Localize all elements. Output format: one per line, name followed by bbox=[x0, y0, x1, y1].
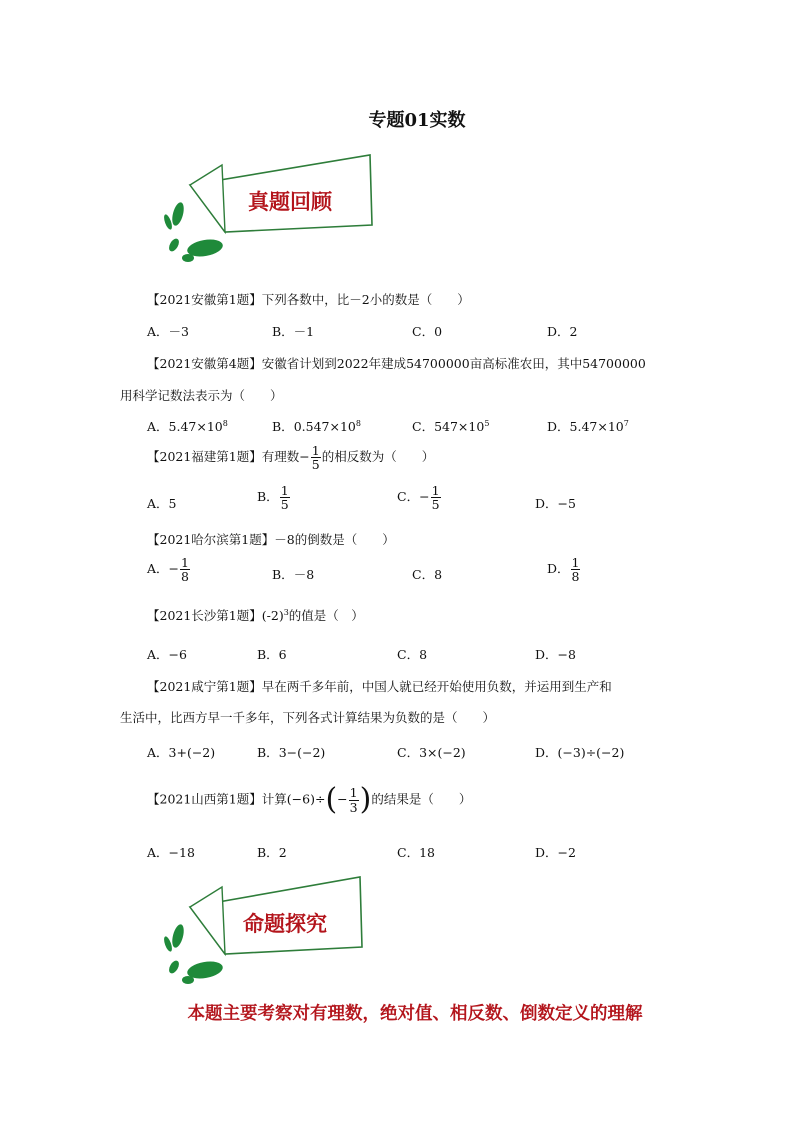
question-tag: 【2021长沙第1题】 bbox=[147, 608, 262, 623]
question-3: 【2021福建第1题】有理数− $\frac{1}{5}$ 的相反数为（ ） bbox=[147, 443, 435, 473]
question-tag: 【2021咸宁第1题】 bbox=[147, 679, 262, 694]
question-tag: 【2021安徽第4题】 bbox=[147, 356, 262, 371]
option-c: C．18 bbox=[397, 845, 435, 860]
question-tag: 【2021安徽第1题】 bbox=[147, 292, 262, 307]
option-d: D．−2 bbox=[535, 845, 576, 860]
option-a: A．−18 bbox=[147, 845, 195, 860]
banner-explore-label: 命题探究 bbox=[243, 911, 327, 936]
option-c: C．$547\times 10^5$ bbox=[412, 418, 490, 434]
banner-review bbox=[160, 150, 380, 270]
option-a: A．5 bbox=[147, 496, 177, 511]
question-5: 【2021长沙第1题】$(-2)^3$的值是（ ） bbox=[147, 607, 364, 623]
fraction: $\frac{1}{8}$ bbox=[571, 555, 580, 585]
banner-review-label: 真题回顾 bbox=[248, 189, 332, 214]
question-6-continued: 生活中，比西方早一千多年，下列各式计算结果为负数的是（ ） bbox=[120, 710, 496, 725]
fraction: $\frac{1}{5}$ bbox=[280, 483, 289, 513]
option-d: D．−5 bbox=[535, 496, 576, 511]
question-2 bbox=[147, 354, 646, 372]
option-b: B．6 bbox=[257, 647, 287, 662]
question-tag: 【2021哈尔滨第1题】 bbox=[147, 532, 275, 547]
question-text: 下列各数中，比－2小的数是（ ） bbox=[261, 292, 470, 307]
question-text: －8的倒数是（ ） bbox=[274, 532, 395, 547]
option-c: C．8 bbox=[412, 567, 443, 582]
option-b: B． $\frac{1}{5}$ bbox=[257, 483, 289, 513]
fraction: $\frac{1}{5}$ bbox=[311, 443, 320, 473]
option-a: A．$5.47\times 10^8$ bbox=[147, 418, 228, 434]
option-a: A．3+(−2) bbox=[147, 745, 216, 760]
option-b: B．2 bbox=[257, 845, 287, 860]
option-b: B．－1 bbox=[272, 324, 315, 339]
page-title: 专题01实数 bbox=[368, 110, 466, 131]
option-d: D．2 bbox=[547, 324, 578, 339]
question-text: 安徽省计划到2022年建成54700000亩高标准农田，其中54700000 bbox=[261, 356, 646, 371]
option-d: D．$5.47\times 10^7$ bbox=[547, 418, 629, 434]
option-c: C．8 bbox=[397, 647, 428, 662]
fraction: $\frac{1}{5}$ bbox=[431, 483, 440, 513]
fraction: $\frac{1}{3}$ bbox=[349, 785, 358, 815]
option-c: C．3×(−2) bbox=[397, 745, 466, 760]
question-6 bbox=[147, 677, 612, 695]
summary-text: 本题主要考察对有理数，绝对值、相反数、倒数定义的理解 bbox=[187, 1004, 643, 1024]
option-c: C．− $\frac{1}{5}$ bbox=[397, 483, 440, 513]
question-tag: 【2021山西第1题】 bbox=[147, 791, 262, 807]
option-b: B．$0.547\times 10^8$ bbox=[272, 418, 361, 434]
option-d: D．(−3)÷(−2) bbox=[535, 745, 625, 760]
question-2-continued: 用科学记数法表示为（ ） bbox=[120, 388, 283, 403]
question-tag: 【2021福建第1题】 bbox=[147, 449, 262, 465]
question-1 bbox=[147, 290, 470, 308]
option-c: C．0 bbox=[412, 324, 443, 339]
fraction: $\frac{1}{8}$ bbox=[181, 555, 189, 585]
option-a: A．− $\frac{1}{8}$ bbox=[147, 555, 189, 585]
banner-explore bbox=[160, 872, 380, 992]
option-b: B．－8 bbox=[272, 567, 315, 582]
option-d: D．−8 bbox=[535, 647, 576, 662]
option-d: D． $\frac{1}{8}$ bbox=[547, 555, 580, 585]
question-4 bbox=[147, 530, 395, 548]
question-text: 早在两千多年前，中国人就已经开始使用负数，并运用到生产和 bbox=[261, 679, 612, 694]
option-a: A．－3 bbox=[147, 324, 189, 339]
option-b: B．3−(−2) bbox=[257, 745, 326, 760]
question-7: 【2021山西第1题】计算(−6)÷(− $\frac{1}{3}$ )的结果是（ ） bbox=[147, 782, 472, 817]
option-a: A．−6 bbox=[147, 647, 187, 662]
